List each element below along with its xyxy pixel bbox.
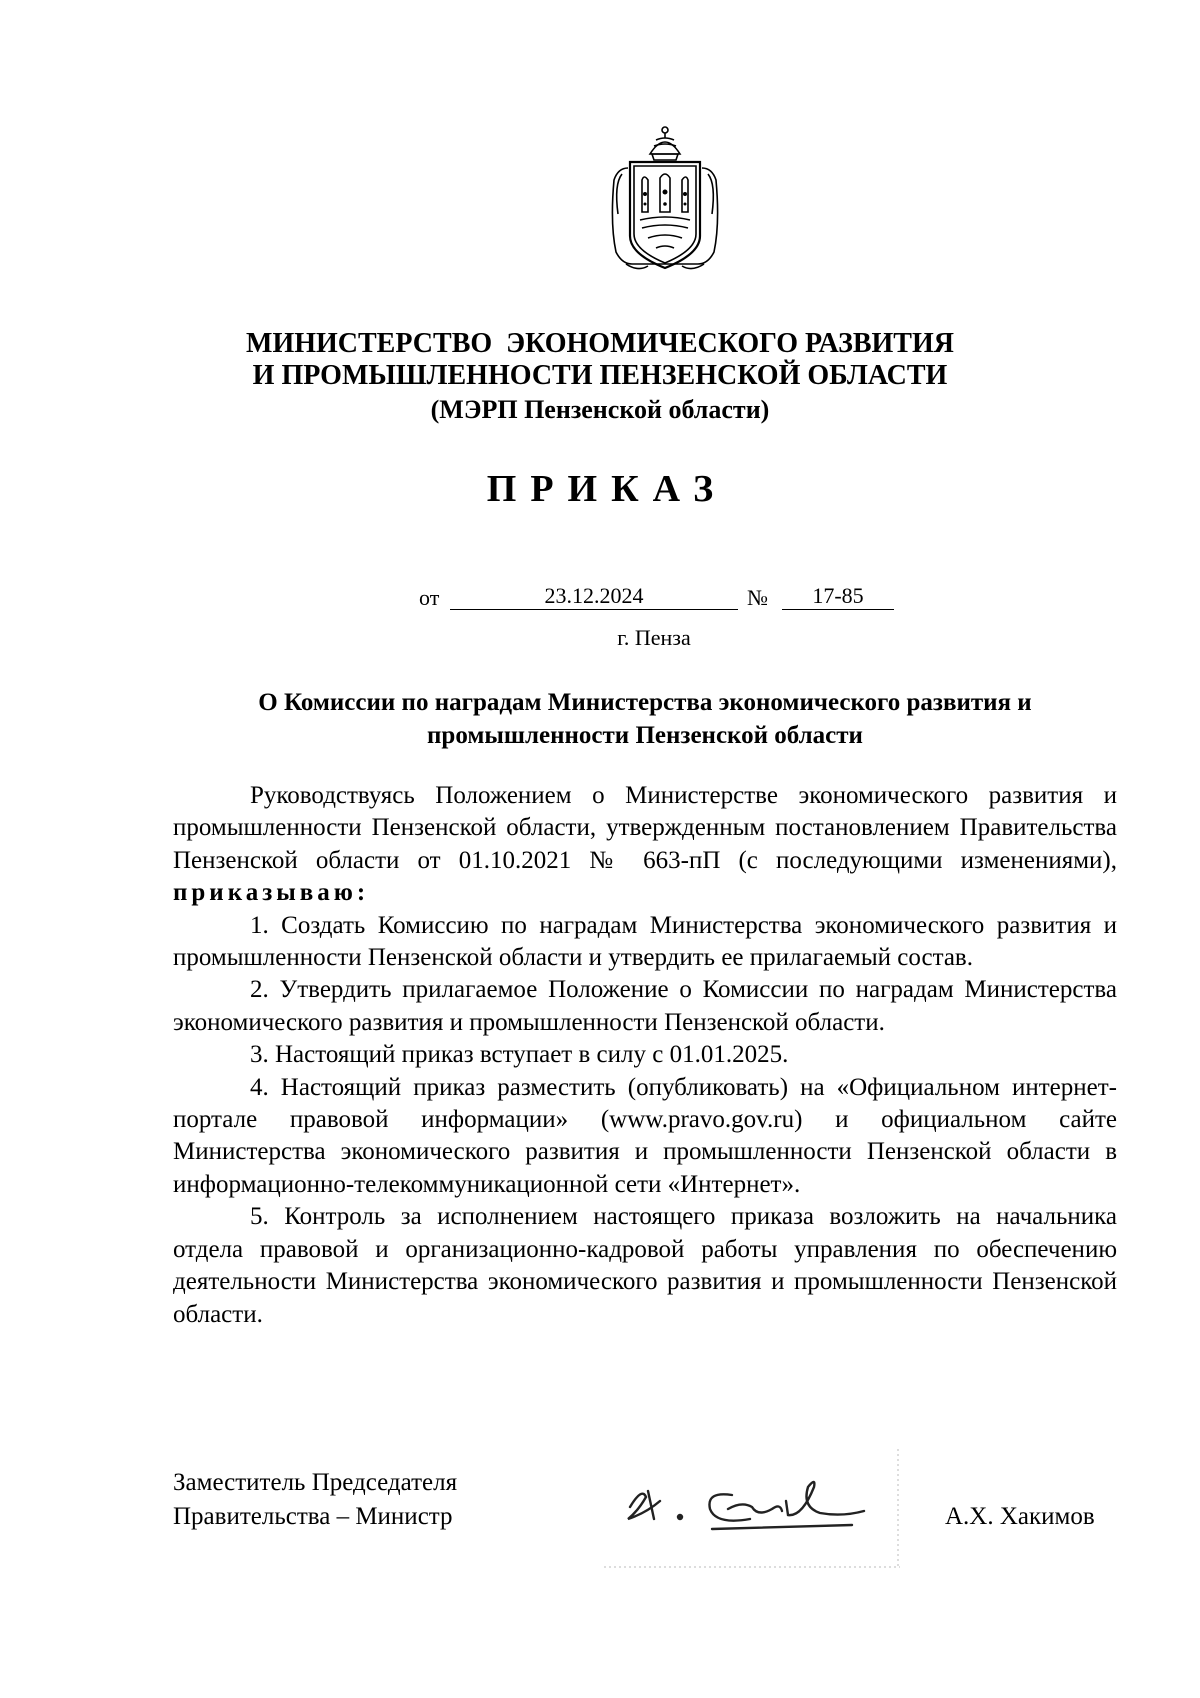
coat-of-arms-icon [608,124,722,276]
city-label: г. Пенза [617,625,691,650]
handwritten-signature-icon [602,1447,902,1571]
order-keyword: приказываю: [173,879,370,907]
document-type-title: ПРИКАЗ [486,468,728,510]
order-item-3: 3. Настоящий приказ вступает в силу с 01.01.2025. [250,1041,789,1069]
number-sign: № [747,585,768,610]
signer-position [173,1466,457,1534]
signer-name: А.Х. Хакимов [945,1503,1095,1530]
date-prefix: от [419,585,440,610]
document-date: 23.12.2024 [450,583,738,610]
order-item-2: 2. Утвердить прилагаемое Положение о Комиссии по наградам Министерства экономического развития и промышленности Пензенской области. [173,976,1117,1036]
document-body [173,780,1117,1331]
document-subject: О Комиссии по наградам Министерства экономического развития и промышленности Пензенской области [258,689,1032,749]
order-item-5: 5. Контроль за исполнением настоящего приказа возложить на начальника отдела правовой и организационно-кадровой работы управления по обеспечению деятельности Министерства экономического развития и промышленности Пензенской области. [173,1203,1117,1328]
date-number-line [0,583,1200,613]
ministry-name-line2: И ПРОМЫШЛЕННОСТИ ПЕНЗЕНСКОЙ ОБЛАСТИ [252,360,948,391]
document-number: 17-85 [782,583,894,610]
ministry-abbreviation: (МЭРП Пензенской области) [430,395,770,424]
signer-position-line1: Заместитель Председателя [173,1469,458,1496]
ministry-name-line1: МИНИСТЕРСТВО ЭКОНОМИЧЕСКОГО РАЗВИТИЯ [246,328,954,359]
order-item-1: 1. Создать Комиссию по наградам Министерства экономического развития и промышленности Пензенской области и утвердить ее прилагаемый состав. [173,911,1117,972]
intro-text: Руководствуясь Положением о Министерстве экономического развития и промышленности Пензенской области, утвержденным постановлением Правительства Пензенской области от 01.10.2021 № 663-пП (с последующими изменениями), [173,782,1117,874]
order-item-4: 4. Настоящий приказ разместить (опубликовать) на «Официальном интернет-портале правовой информации» (www.pravo.gov.ru) и официальном сайте Министерства экономического развития и промышленности Пензенской области в информационно-телекоммуникационной сети «Интернет». [173,1073,1117,1198]
intro-paragraph [173,780,1117,910]
signer-position-line2: Правительства – Министр [173,1503,453,1530]
